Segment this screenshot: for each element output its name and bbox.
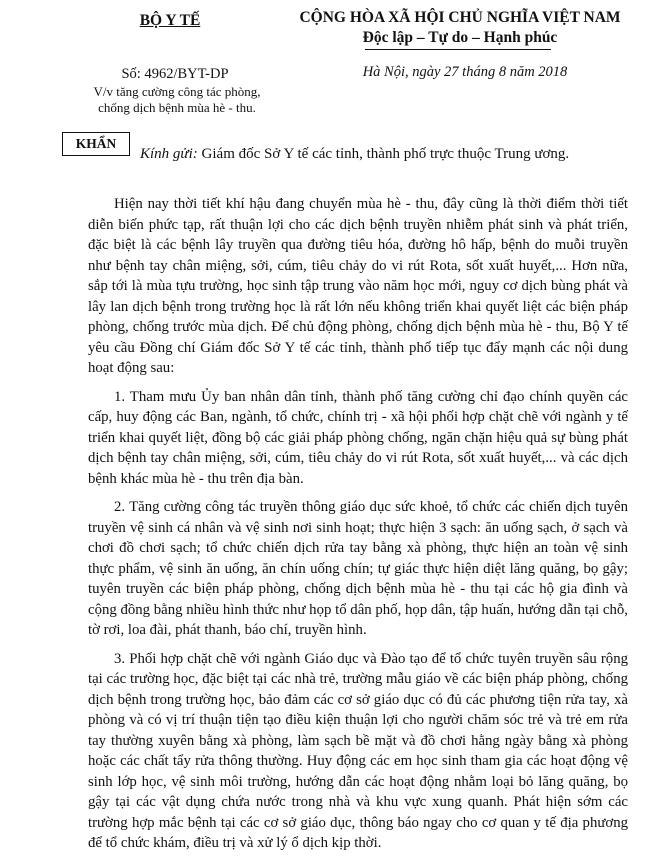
paragraph-intro: Hiện nay thời tiết khí hậu đang chuyển mùa hè - thu, đây cũng là thời điểm thời tiết diễn biến phức tạp, rất thuận lợi cho các dịch bệnh truyền nhiễm phát sinh và phát triển, đặc biệt là các bệnh lây truyền qua đường tiêu hóa, đường hô hấp, bệnh do muỗi truyền như bệnh tay chân miệng, sởi, cúm, tiêu chảy do vi rút Rota, sốt xuất huyết,... Hơn nữa, sắp tới là mùa tựu trường, học sinh tập trung vào năm học mới, nguy cơ dịch bùng phát và lây lan dịch bệnh trong trường học là rất lớn nếu không triển khai quyết liệt các biện pháp phòng, chống trước mùa dịch. Để chủ động phòng, chống dịch bệnh mùa hè - thu, Bộ Y tế yêu cầu Đồng chí Giám đốc Sở Y tế các tỉnh, thành phố tiếp tục đẩy mạnh các nội dung hoạt động sau: [88, 196, 628, 376]
national-motto: Độc lập – Tự do – Hạnh phúc [362, 29, 558, 46]
national-header [260, 8, 660, 48]
paragraph-item-1: 1. Tham mưu Ủy ban nhân dân tỉnh, thành phố tăng cường chỉ đạo chính quyền các cấp, huy động các Ban, ngành, tổ chức, chính trị - xã hội phối hợp chặt chẽ với ngành y tế triển khai quyết liệt, đồng bộ các giải pháp phòng chống, ngăn chặn hiệu quả sự bùng phát dịch bệnh tay chân miệng, sởi, cúm, tiêu chảy do vi rút Rota, sốt xuất huyết,... và các dịch bệnh khác mùa hè - thu trên địa bàn. [88, 388, 628, 487]
ministry-name: BỘ Y TẾ [139, 12, 201, 29]
document-subject [64, 84, 290, 116]
motto-underline [365, 49, 551, 50]
place-date: Hà Nội, ngày 27 tháng 8 năm 2018 [362, 64, 568, 80]
nation-name: CỘNG HÒA XÃ HỘI CHỦ NGHĨA VIỆT NAM [299, 9, 621, 26]
document-body [88, 194, 628, 862]
paragraph-item-3: 3. Phối hợp chặt chẽ với ngành Giáo dục và Đào tạo để tổ chức tuyên truyền sâu rộng tại các trường học, đặc biệt tại các nhà trẻ, trường mẫu giáo về các biện pháp phòng, chống dịch bệnh trong trường học, bảo đảm các cơ sở giáo dục có đủ các phương tiện rửa tay, xà phòng và có vị trí thuận tiện tạo điều kiện thuận lợi cho người chăm sóc trẻ và trẻ em rửa tay thường xuyên bằng xà phòng, làm sạch bề mặt và đồ chơi hằng ngày bằng xà phòng hoặc các chất tẩy rửa thông thường. Huy động các em học sinh tham gia các hoạt động vệ sinh lớp học, vệ sinh môi trường, hướng dẫn các hoạt động nhằm loại bỏ lăng quăng, bọ gậy tại các vật dụng chứa nước trong nhà và khu vực xung quanh. Phát hiện sớm các trường hợp mắc bệnh tại các cơ sở giáo dục, thông báo ngay cho cơ quan y tế địa phương để tổ chức khám, điều trị và xử lý ổ dịch kịp thời. [88, 650, 628, 851]
greeting-prefix: Kính gửi: [140, 146, 198, 162]
paragraph-item-2: 2. Tăng cường công tác truyền thông giáo dục sức khoẻ, tổ chức các chiến dịch tuyên truyền vệ sinh cá nhân và vệ sinh nơi sinh hoạt; thực hiện 3 sạch: ăn uống sạch, ở sạch và chơi đồ chơi sạch; tổ chức chiến dịch rửa tay bằng xà phòng, thực hiện an toàn vệ sinh thực phẩm, vệ sinh ăn uống, ăn chín uống chín; tự giác thực hiện diệt lăng quăng, bọ gậy; tuyên truyền các biện pháp phòng, chống dịch bệnh mùa hè - thu tại các hộ gia đình và cộng đồng bằng nhiều hình thức như họp tổ dân phố, họp dân, tập huấn, hướng dẫn tại chỗ, tờ rơi, loa đài, phát thanh, báo chí, truyền hình. [88, 499, 628, 638]
urgent-stamp: KHẨN [62, 132, 130, 156]
greeting-recipient: Giám đốc Sở Y tế các tỉnh, thành phố trực thuộc Trung ương. [201, 146, 570, 162]
document-number: Số: 4962/BYT-DP [121, 66, 229, 82]
greeting [140, 146, 569, 163]
subject-line-1: V/v tăng cường công tác phòng, [93, 84, 261, 99]
subject-line-2: chống dịch bệnh mùa hè - thu. [98, 100, 256, 115]
